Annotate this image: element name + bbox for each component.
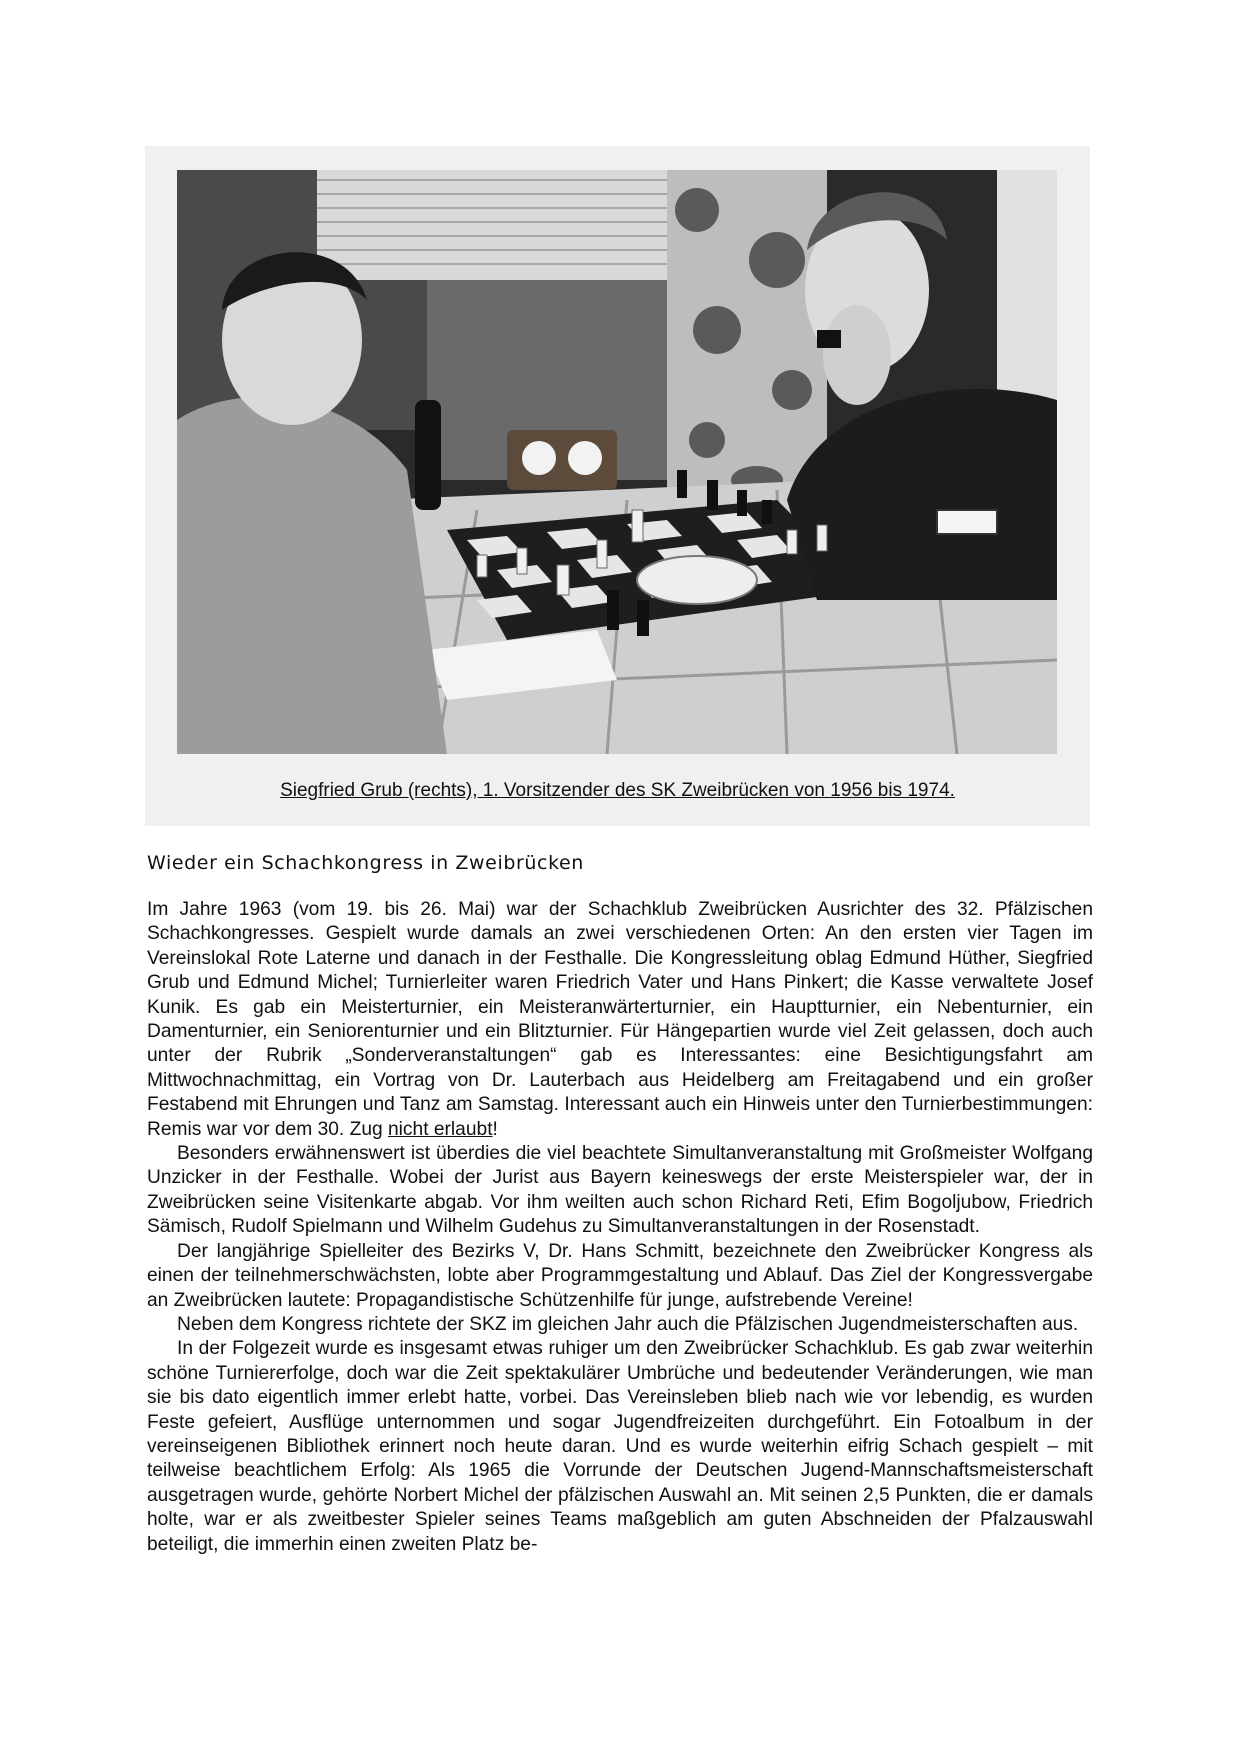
photo-caption: Siegfried Grub (rechts), 1. Vorsitzender des SK Zweibrücken von 1956 bis 1974. <box>280 780 955 801</box>
figure-box <box>145 146 1090 826</box>
paragraph-1 <box>147 898 1093 1142</box>
ashtray <box>637 556 757 604</box>
underlined-phrase: nicht erlaubt <box>388 1118 493 1140</box>
paragraph-1-text: Im Jahre 1963 (vom 19. bis 26. Mai) war der Schachklub Zweibrücken Ausrichter des 32. Pfälzischen Schachkongresses. Gespielt wurde damals an zwei verschiedenen Orten: An den ersten vier Tagen im Vereinslokal Rote Laterne und danach in der Festhalle. Die Kongressleitung oblag Edmund Hüther, Siegfried Grub und Edmund Michel; Turnierleiter waren Friedrich Vater und Hans Pinkert; die Kasse verwaltete Josef Kunik. Es gab ein Meisterturnier, ein Meisteranwärterturnier, ein Hauptturnier, ein Nebenturnier, ein Damenturnier, ein Seniorenturnier und ein Blitzturnier. Für Hängepartien wurde viel Zeit gelassen, doch auch unter der Rubrik „Sonderveranstaltungen“ gab es Interessantes: eine Besichtigungsfahrt am Mittwochnachmittag, ein Vortrag von Dr. Lauterbach aus Heidelberg am Freitagabend und ein großer Festabend mit Ehrungen und Tanz am Samstag. Interessant auch ein Hinweis unter den Turnierbestimmungen: Remis war vor dem 30. Zug <box>147 899 1093 1140</box>
photo-illustration <box>177 170 1057 754</box>
section-heading: Wieder ein Schachkongress in Zweibrücken <box>147 852 584 874</box>
article-body <box>147 898 1093 1557</box>
paragraph-3: Der langjährige Spielleiter des Bezirks V, Dr. Hans Schmitt, bezeichnete den Zweibrücker Kongress als einen der teilnehmerschwächsten, lobte aber Programmgestaltung und Ablauf. Das Ziel der Kongressvergabe an Zweibrücken lautete: Propagandistische Schützenhilfe für junge, aufstrebende Vereine! <box>147 1240 1093 1311</box>
clock-face-right <box>568 441 602 475</box>
paragraph-4: Neben dem Kongress richtete der SKZ im gleichen Jahr auch die Pfälzischen Jugendmeisterschaften aus. <box>177 1313 1079 1335</box>
clock-face-left <box>522 441 556 475</box>
paragraph-5: In der Folgezeit wurde es insgesamt etwas ruhiger um den Zweibrücker Schachklub. Es gab zwar weiterhin schöne Turniererfolge, doch war die Zeit spektakulärer Umbrüche und bedeutender Veränderungen, wie man sie bis dato eigentlich immer erlebt hatte, vorbei. Das Vereinsleben blieb nach wie vor lebendig, es wurden Feste gefeiert, Ausflüge unternommen und sogar Jugendfreizeiten durchgeführt. Ein Fotoalbum in der vereinseigenen Bibliothek erinnert noch heute daran. Und es wurde weiterhin eifrig Schach gespielt – mit teilweise beachtlichem Erfolg: Als 1965 die Vorrunde der Deutschen Jugend-Mannschaftsmeisterschaft ausgetragen wurde, gehörte Norbert Michel der pfälzischen Auswahl an. Mit seinen 2,5 Punkten, die er damals holte, war er als zweitbester Spieler seines Teams maßgeblich am guten Abschneiden der Pfalzauswahl beteiligt, die immerhin einen zweiten Platz be- <box>147 1338 1093 1555</box>
paragraph-2: Besonders erwähnenswert ist überdies die viel beachtete Simultanveranstaltung mit Großmeister Wolfgang Unzicker in der Festhalle. Wobei der Jurist aus Bayern keineswegs der erste Meisterspieler war, der in Zweibrücken seine Visitenkarte abgab. Vor ihm weilten auch schon Richard Reti, Efim Bogoljubow, Friedrich Sämisch, Rudolf Spielmann und Wilhelm Gudehus zu Simultanveranstaltungen in der Rosenstadt. <box>147 1143 1093 1238</box>
wristwatch <box>817 330 841 348</box>
chess-players-photo <box>177 170 1057 754</box>
cigarette-box <box>937 510 997 534</box>
paragraph-1-end: ! <box>492 1118 498 1140</box>
right-player-hand <box>823 305 891 405</box>
bottle <box>415 400 441 510</box>
